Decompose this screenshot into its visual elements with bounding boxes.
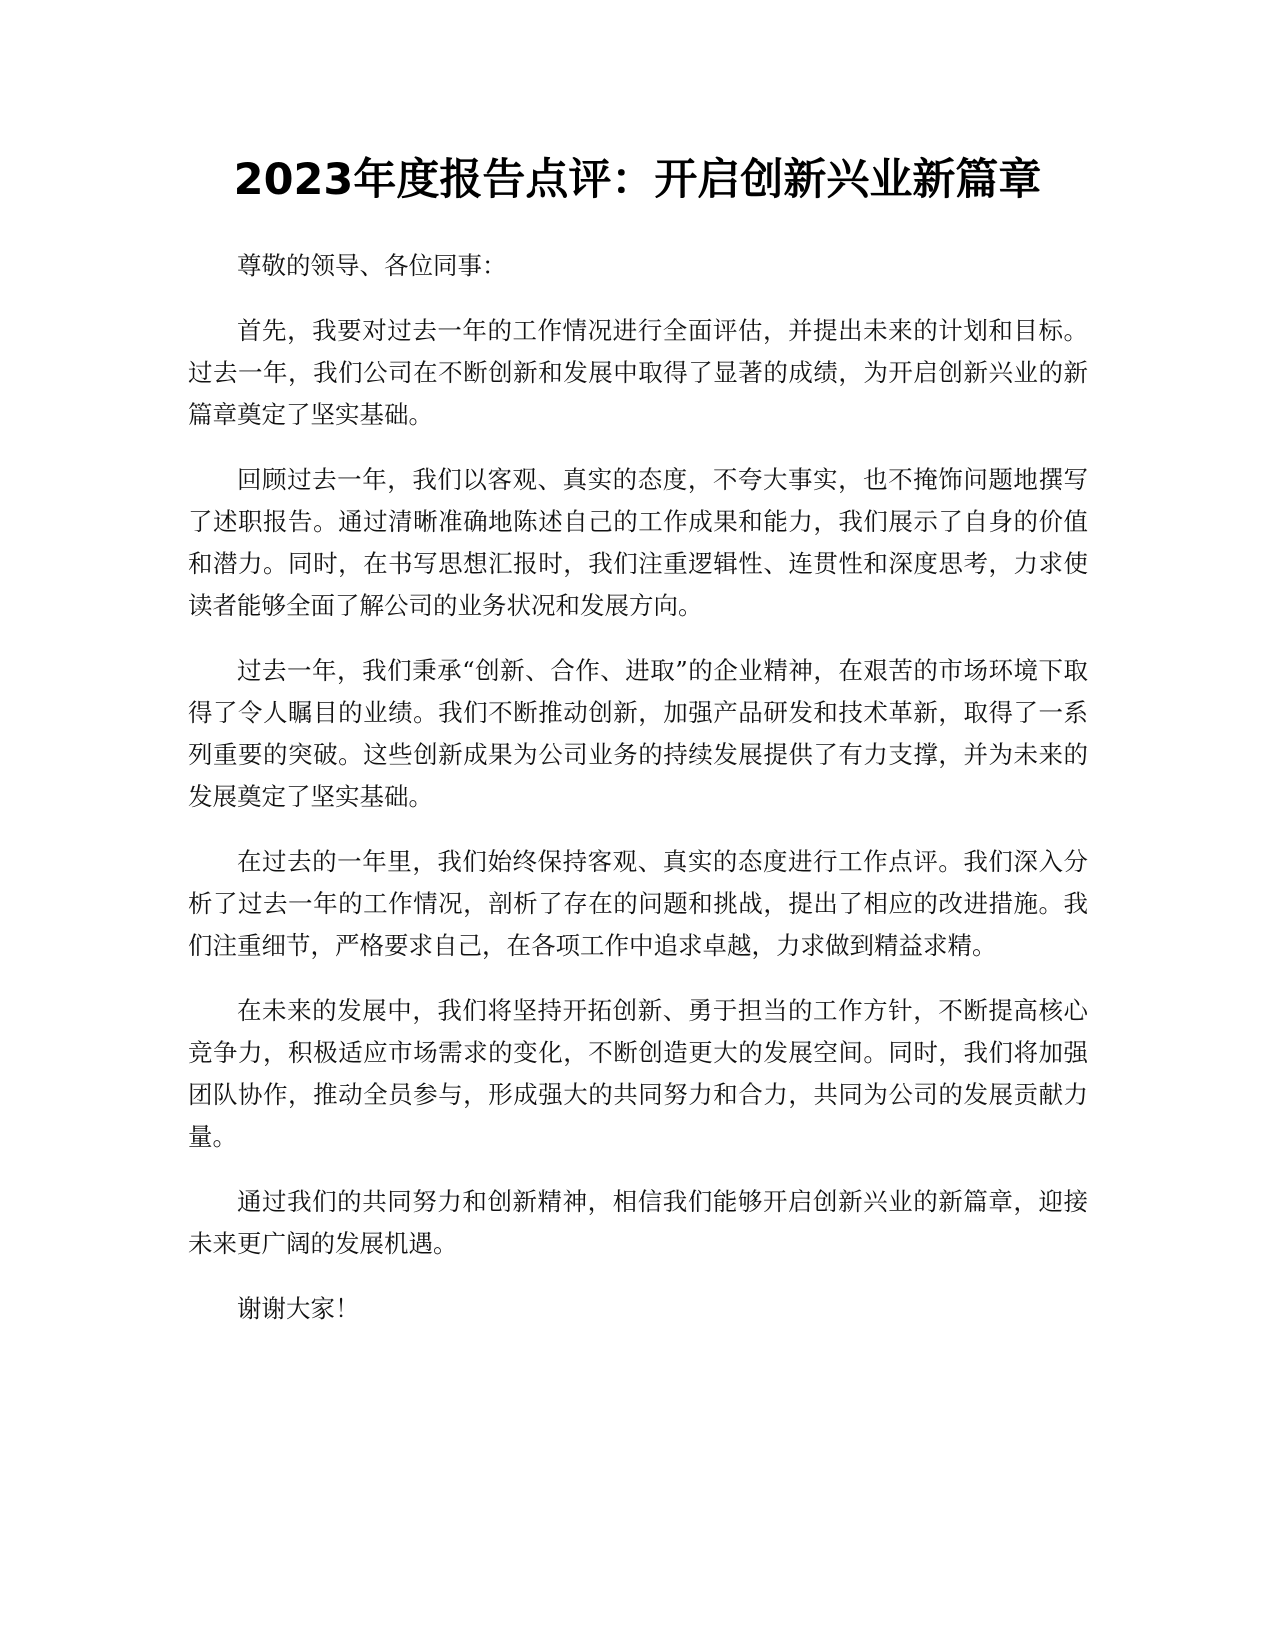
paragraph: 过去一年，我们秉承“创新、合作、进取”的企业精神，在艰苦的市场环境下取得了令人瞩目的业绩。我们不断推动创新，加强产品研发和技术革新，取得了一系列重要的突破。这些创新成果为公司业务的持续发展提供了有力支撑，并为未来的发展奠定了坚实基础。 xyxy=(188,656,1088,811)
document-title: 2023年度报告点评：开启创新兴业新篇章 xyxy=(233,155,1042,205)
paragraph-closing: 谢谢大家！ xyxy=(237,1294,360,1323)
paragraph: 在过去的一年里，我们始终保持客观、真实的态度进行工作点评。我们深入分析了过去一年的工作情况，剖析了存在的问题和挑战，提出了相应的改进措施。我们注重细节，严格要求自己，在各项工作中追求卓越，力求做到精益求精。 xyxy=(188,847,1088,960)
paragraph: 在未来的发展中，我们将坚持开拓创新、勇于担当的工作方针，不断提高核心竞争力，积极适应市场需求的变化，不断创造更大的发展空间。同时，我们将加强团队协作，推动全员参与，形成强大的共同努力和合力，共同为公司的发展贡献力量。 xyxy=(188,996,1088,1151)
paragraph: 首先，我要对过去一年的工作情况进行全面评估，并提出未来的计划和目标。过去一年，我们公司在不断创新和发展中取得了显著的成绩，为开启创新兴业的新篇章奠定了坚实基础。 xyxy=(188,316,1088,429)
paragraph: 回顾过去一年，我们以客观、真实的态度，不夸大事实，也不掩饰问题地撰写了述职报告。通过清晰准确地陈述自己的工作成果和能力，我们展示了自身的价值和潜力。同时，在书写思想汇报时，我们注重逻辑性、连贯性和深度思考，力求使读者能够全面了解公司的业务状况和发展方向。 xyxy=(188,465,1088,620)
paragraph-salutation: 尊敬的领导、各位同事： xyxy=(237,251,507,280)
document-body xyxy=(188,245,1088,1353)
paragraph: 通过我们的共同努力和创新精神，相信我们能够开启创新兴业的新篇章，迎接未来更广阔的发展机遇。 xyxy=(188,1187,1088,1258)
